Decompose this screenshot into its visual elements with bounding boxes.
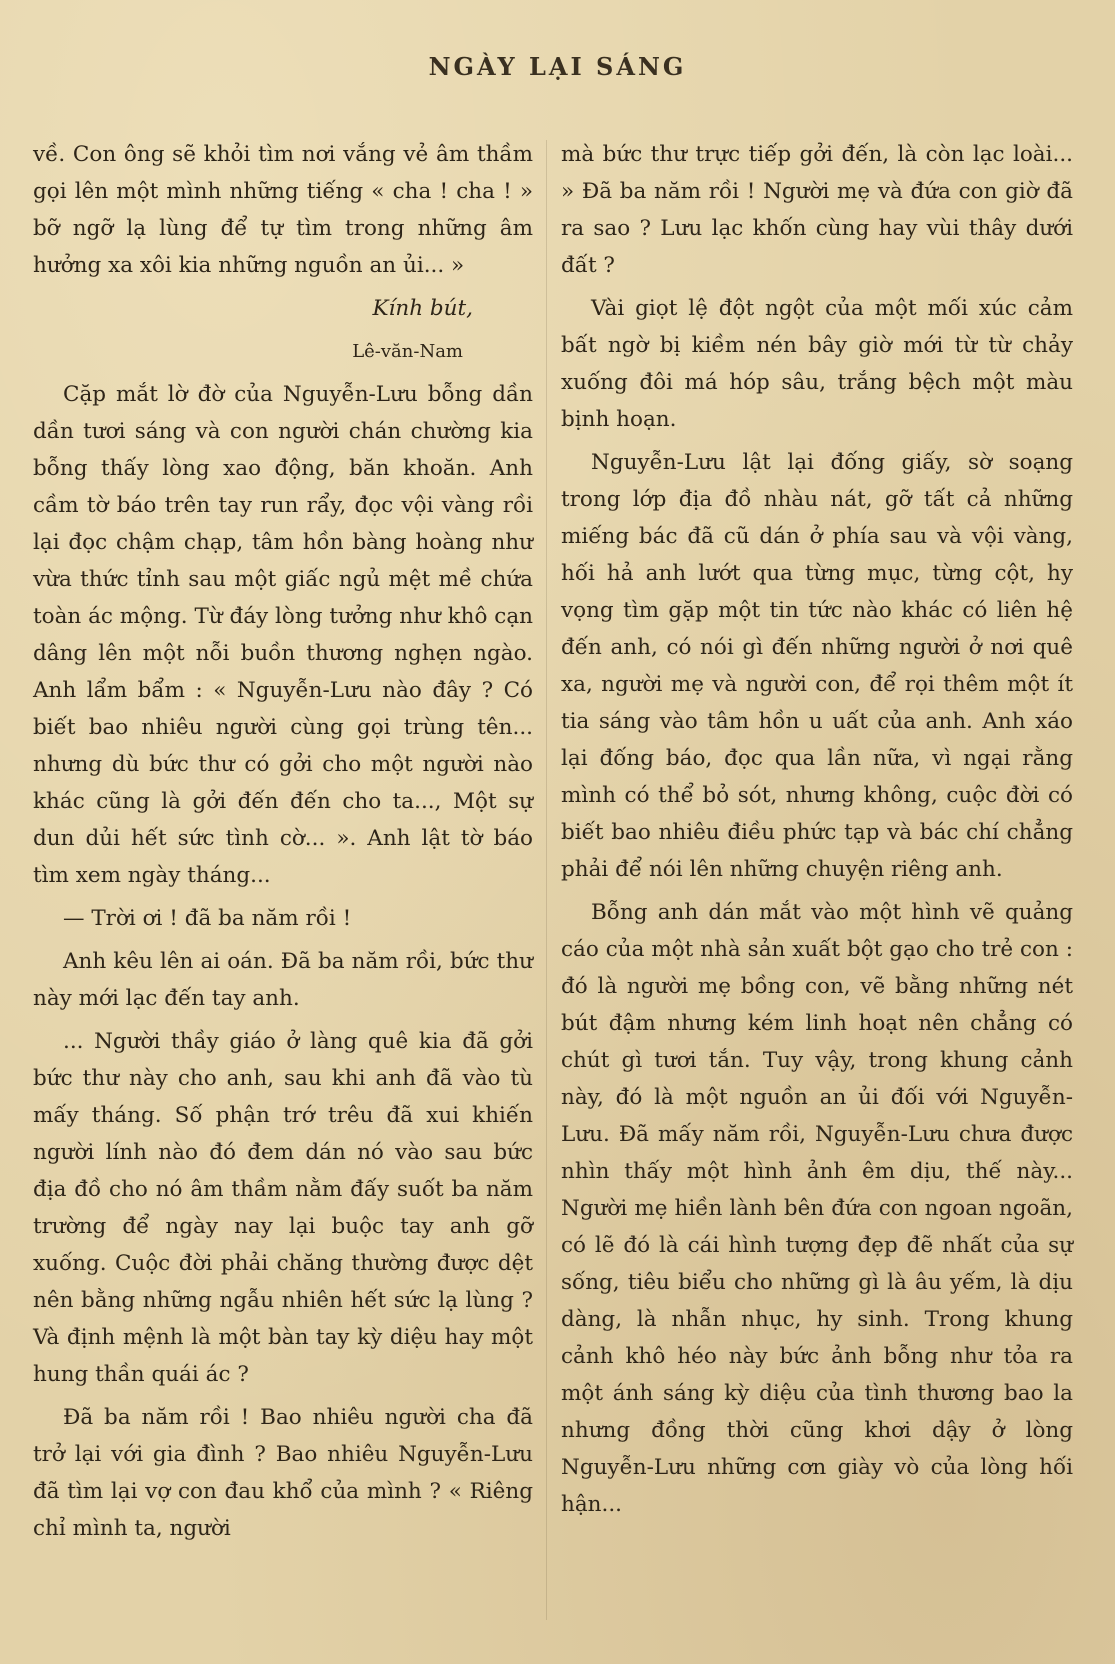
paragraph: Bỗng anh dán mắt vào một hình vẽ quảng cáo của một nhà sản xuất bột gạo cho trẻ con : đó là người mẹ bồng con, vẽ bằng những nét bút đậm nhưng kém linh hoạt nên chẳng có chút gì tươi tắn. Tuy vậy, trong khung cảnh này, đó là một nguồn an ủi đối với Nguyễn-Lưu. Đã mấy năm rồi, Nguyễn-Lưu chưa được nhìn thấy một hình ảnh êm dịu, thế này... Người mẹ hiền lành bên đứa con ngoan ngoãn, có lẽ đó là cái hình tượng đẹp đẽ nhất của sự sống, tiêu biểu cho những gì là âu yếm, là dịu dàng, là nhẫn nhục, hy sinh. Trong khung cảnh khô héo này bức ảnh bỗng như tỏa ra một ánh sáng kỳ diệu của tình thương bao la nhưng đồng thời cũng khơi dậy ở lòng Nguyễn-Lưu những cơn giày vò của lòng hối hận... xyxy=(561,900,1073,1517)
signature-label: Kính bút, xyxy=(372,296,473,321)
left-column xyxy=(33,136,533,1553)
paragraph: mà bức thư trực tiếp gởi đến, là còn lạc loài... » Đã ba năm rồi ! Người mẹ và đứa con giờ đã ra sao ? Lưu lạc khốn cùng hay vùi thây dưới đất ? xyxy=(561,142,1073,278)
paragraph: Vài giọt lệ đột ngột của một mối xúc cảm bất ngờ bị kiềm nén bây giờ mới từ từ chảy xuống đôi má hóp sâu, trắng bệch một màu bịnh hoạn. xyxy=(561,296,1073,432)
paragraph: Anh kêu lên ai oán. Đã ba năm rồi, bức thư này mới lạc đến tay anh. xyxy=(33,949,533,1011)
paragraph: — Trời ơi ! đã ba năm rồi ! xyxy=(63,906,352,931)
right-column xyxy=(561,136,1073,1529)
paragraph: về. Con ông sẽ khỏi tìm nơi vắng vẻ âm thầm gọi lên một mình những tiếng « cha ! cha ! » bỡ ngỡ lạ lùng để tự tìm trong những âm hưởng xa xôi kia những nguồn an ủi... » xyxy=(33,142,533,278)
column-divider xyxy=(546,140,547,1620)
page-header: NGÀY LẠI SÁNG xyxy=(428,52,687,81)
paragraph: Nguyễn-Lưu lật lại đống giấy, sờ soạng trong lớp địa đồ nhàu nát, gỡ tất cả những miếng bác đã cũ dán ở phía sau và vội vàng, hối hả anh lướt qua từng mục, từng cột, hy vọng tìm gặp một tin tức nào khác có liên hệ đến anh, có nói gì đến những người ở nơi quê xa, người mẹ và người con, để rọi thêm một ít tia sáng vào tâm hồn u uất của anh. Anh xáo lại đống báo, đọc qua lần nữa, vì ngại rằng mình có thể bỏ sót, nhưng không, cuộc đời có biết bao nhiêu điều phức tạp và bác chí chẳng phải để nói lên những chuyện riêng anh. xyxy=(561,450,1073,882)
paragraph: Cặp mắt lờ đờ của Nguyễn-Lưu bỗng dần dần tươi sáng và con người chán chường kia bỗng thấy lòng xao động, băn khoăn. Anh cầm tờ báo trên tay run rẩy, đọc vội vàng rồi lại đọc chậm chạp, tâm hồn bàng hoàng như vừa thức tỉnh sau một giấc ngủ mệt mề chứa toàn ác mộng. Từ đáy lòng tưởng như khô cạn dâng lên một nỗi buồn thương nghẹn ngào. Anh lẩm bẩm : « Nguyễn-Lưu nào đây ? Có biết bao nhiêu người cùng gọi trùng tên... nhưng dù bức thư có gởi cho một người nào khác cũng là gởi đến đến cho ta..., Một sự dun dủi hết sức tình cờ... ». Anh lật tờ báo tìm xem ngày tháng... xyxy=(33,382,533,888)
signature-name: Lê-văn-Nam xyxy=(352,341,463,362)
paragraph: Đã ba năm rồi ! Bao nhiêu người cha đã trở lại với gia đình ? Bao nhiêu Nguyễn-Lưu đã tìm lại vợ con đau khổ của mình ? « Riêng chỉ mình ta, người xyxy=(33,1405,533,1541)
paragraph: ... Người thầy giáo ở làng quê kia đã gởi bức thư này cho anh, sau khi anh đã vào tù mấy tháng. Số phận trớ trêu đã xui khiến người lính nào đó đem dán nó vào sau bức địa đồ cho nó âm thầm nằm đấy suốt ba năm trường để ngày nay lại buộc tay anh gỡ xuống. Cuộc đời phải chăng thường được dệt nên bằng những ngẫu nhiên hết sức lạ lùng ? Và định mệnh là một bàn tay kỳ diệu hay một hung thần quái ác ? xyxy=(33,1029,533,1387)
